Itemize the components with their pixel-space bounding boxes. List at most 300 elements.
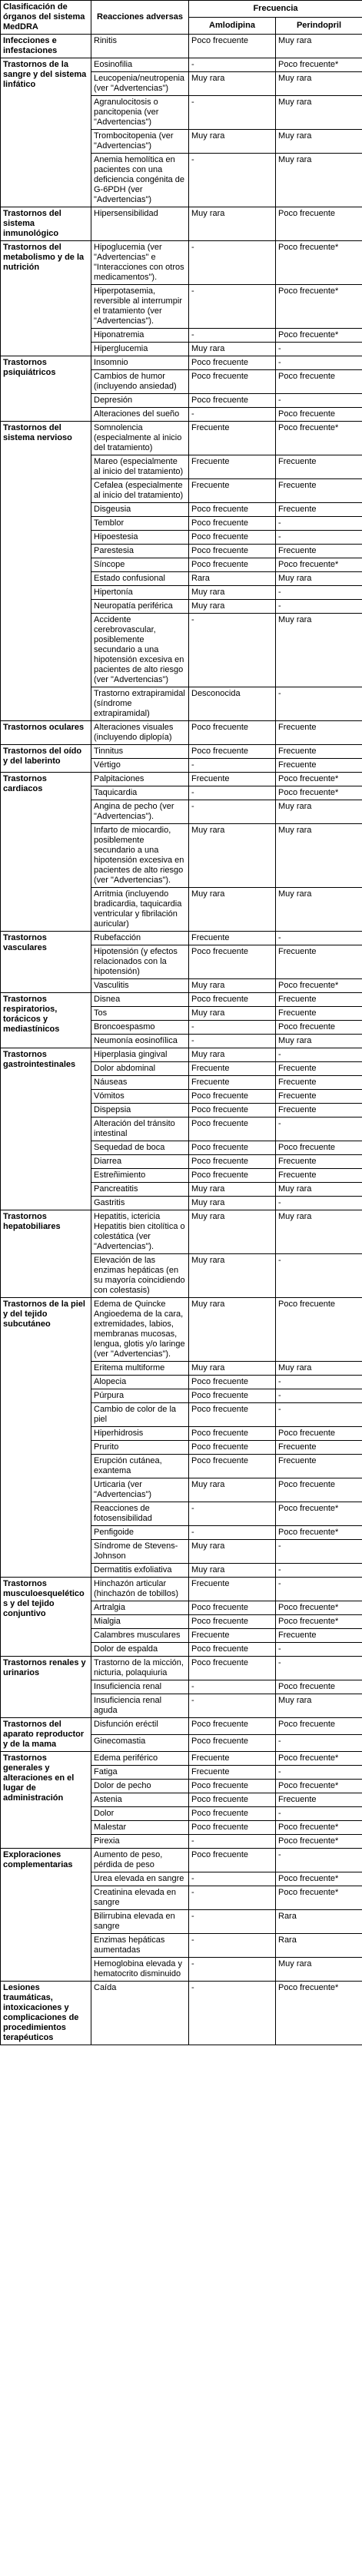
soc-cell: Trastornos del oído y del laberinto [1,745,91,773]
amlodipine-frequency-cell: Muy rara [189,72,276,96]
reaction-cell: Insuficiencia renal [91,1680,189,1694]
perindopril-frequency-cell: Poco frecuente* [276,558,362,572]
reaction-cell: Mareo (especialmente al inicio del tratamiento) [91,455,189,479]
perindopril-frequency-cell: Frecuente [276,479,362,503]
reaction-cell: Agranulocitosis o pancitopenia (ver "Advertencias") [91,96,189,130]
reaction-cell: Náuseas [91,1076,189,1090]
reaction-cell: Elevación de las enzimas hepáticas (en su mayoría coincidiendo con colestasis) [91,1254,189,1298]
soc-cell: Infecciones e infestaciones [1,35,91,58]
table-row [1,773,362,786]
reaction-cell: Arritmia (incluyendo bradicardia, taquicardia ventricular y fibrilación auricular) [91,888,189,932]
perindopril-frequency-cell: - [276,1578,362,1601]
perindopril-frequency-cell: Poco frecuente [276,370,362,394]
amlodipine-frequency-cell: Poco frecuente [189,1389,276,1403]
amlodipine-frequency-cell: Poco frecuente [189,1657,276,1680]
perindopril-frequency-cell: - [276,600,362,614]
perindopril-frequency-cell: Frecuente [276,993,362,1007]
amlodipine-frequency-cell: Poco frecuente [189,394,276,408]
perindopril-frequency-cell: - [276,1540,362,1564]
perindopril-frequency-cell: Frecuente [276,1441,362,1455]
amlodipine-frequency-cell: Frecuente [189,479,276,503]
amlodipine-frequency-cell: - [189,58,276,72]
perindopril-frequency-cell: - [276,1735,362,1752]
reaction-cell: Hipoestesia [91,531,189,545]
perindopril-frequency-cell: Frecuente [276,1007,362,1021]
reaction-cell: Reacciones de fotosensibilidad [91,1502,189,1526]
soc-cell: Trastornos hepatobiliares [1,1210,91,1298]
reaction-cell: Tos [91,1007,189,1021]
amlodipine-frequency-cell: - [189,1526,276,1540]
reaction-cell: Pirexia [91,1835,189,1849]
perindopril-frequency-cell: Muy rara [276,1362,362,1376]
reaction-cell: Mialgia [91,1615,189,1629]
reaction-cell: Vértigo [91,759,189,773]
amlodipine-frequency-cell: Poco frecuente [189,558,276,572]
reaction-cell: Caída [91,1982,189,2045]
perindopril-frequency-cell: Muy rara [276,1694,362,1718]
perindopril-frequency-cell: Muy rara [276,96,362,130]
amlodipine-frequency-cell: Muy rara [189,1564,276,1578]
amlodipine-frequency-cell: Poco frecuente [189,503,276,517]
reaction-cell: Hepatitis, ictericia Hepatitis bien citolítica o colestática (ver "Advertencias"). [91,1210,189,1254]
table-row [1,1048,362,1062]
perindopril-frequency-cell: - [276,1254,362,1298]
perindopril-frequency-cell: Frecuente [276,1455,362,1478]
amlodipine-frequency-cell: Muy rara [189,1210,276,1254]
amlodipine-frequency-cell: Muy rara [189,1362,276,1376]
perindopril-frequency-cell: - [276,1117,362,1141]
reaction-cell: Fatiga [91,1766,189,1780]
amlodipine-frequency-cell: - [189,1835,276,1849]
amlodipine-frequency-cell: Poco frecuente [189,1849,276,1872]
soc-cell: Trastornos musculoesqueléticos y del tejido conjuntivo [1,1578,91,1657]
reaction-cell: Dolor [91,1807,189,1821]
reaction-cell: Aumento de peso, pérdida de peso [91,1849,189,1872]
reaction-cell: Edema periférico [91,1752,189,1766]
amlodipine-frequency-cell: Muy rara [189,343,276,356]
amlodipine-frequency-cell: Poco frecuente [189,370,276,394]
amlodipine-frequency-cell: Muy rara [189,207,276,241]
perindopril-frequency-cell: Poco frecuente* [276,979,362,993]
reaction-cell: Alteración del tránsito intestinal [91,1117,189,1141]
perindopril-frequency-cell: Poco frecuente* [276,773,362,786]
table-row [1,932,362,945]
amlodipine-frequency-cell: - [189,1035,276,1048]
perindopril-frequency-cell: Poco frecuente [276,1298,362,1362]
amlodipine-frequency-cell: Poco frecuente [189,1455,276,1478]
amlodipine-frequency-cell: Rara [189,572,276,586]
soc-cell: Trastornos del sistema inmunológico [1,207,91,241]
amlodipine-frequency-cell: Poco frecuente [189,1090,276,1104]
reaction-cell: Depresión [91,394,189,408]
table-row [1,58,362,72]
amlodipine-frequency-cell: - [189,1886,276,1910]
amlodipine-frequency-cell: - [189,1958,276,1982]
amlodipine-frequency-cell: Poco frecuente [189,545,276,558]
table-row [1,422,362,455]
reaction-cell: Enzimas hepáticas aumentadas [91,1934,189,1958]
amlodipine-frequency-cell: - [189,786,276,800]
perindopril-frequency-cell: Muy rara [276,154,362,207]
reaction-cell: Vómitos [91,1090,189,1104]
perindopril-frequency-cell: - [276,1643,362,1657]
perindopril-frequency-cell: Frecuente [276,1169,362,1183]
perindopril-frequency-cell: Poco frecuente [276,207,362,241]
soc-cell: Exploraciones complementarias [1,1849,91,1982]
reaction-cell: Somnolencia (especialmente al inicio del tratamiento) [91,422,189,455]
reaction-cell: Urticaria (ver "Advertencias") [91,1478,189,1502]
table-row [1,745,362,759]
amlodipine-frequency-cell: Poco frecuente [189,1441,276,1455]
amlodipine-frequency-cell: Poco frecuente [189,745,276,759]
perindopril-frequency-cell: Poco frecuente [276,1680,362,1694]
reaction-cell: Hiperglucemia [91,343,189,356]
reaction-cell: Parestesia [91,545,189,558]
perindopril-frequency-cell: Muy rara [276,72,362,96]
perindopril-frequency-cell: Poco frecuente* [276,329,362,343]
table-row [1,721,362,745]
table-row [1,356,362,370]
amlodipine-frequency-cell: - [189,154,276,207]
reaction-cell: Prurito [91,1441,189,1455]
amlodipine-frequency-cell: Muy rara [189,1048,276,1062]
perindopril-frequency-cell: Poco frecuente [276,1141,362,1155]
amlodipine-frequency-cell: Desconocida [189,687,276,721]
amlodipine-frequency-cell: Muy rara [189,1197,276,1210]
reaction-cell: Rubefacción [91,932,189,945]
amlodipine-frequency-cell: Poco frecuente [189,1104,276,1117]
perindopril-frequency-cell: - [276,517,362,531]
reaction-cell: Hipoglucemia (ver "Advertencias" e "Interacciones con otros medicamentos"). [91,241,189,285]
perindopril-frequency-cell: - [276,356,362,370]
amlodipine-frequency-cell: Frecuente [189,1076,276,1090]
reaction-cell: Insomnio [91,356,189,370]
reaction-cell: Cambio de color de la piel [91,1403,189,1427]
reaction-cell: Ginecomastia [91,1735,189,1752]
perindopril-frequency-cell: Frecuente [276,721,362,745]
reaction-cell: Dolor de espalda [91,1643,189,1657]
reaction-cell: Síncope [91,558,189,572]
reaction-cell: Artralgia [91,1601,189,1615]
perindopril-frequency-cell: - [276,1389,362,1403]
reaction-cell: Sequedad de boca [91,1141,189,1155]
perindopril-frequency-cell: Rara [276,1910,362,1934]
amlodipine-frequency-cell: Poco frecuente [189,1807,276,1821]
soc-cell: Trastornos renales y urinarios [1,1657,91,1718]
amlodipine-frequency-cell: Muy rara [189,1254,276,1298]
perindopril-frequency-cell: Frecuente [276,455,362,479]
perindopril-frequency-cell: Frecuente [276,745,362,759]
reaction-cell: Diarrea [91,1155,189,1169]
reaction-cell: Cefalea (especialmente al inicio del tratamiento) [91,479,189,503]
reaction-cell: Dolor abdominal [91,1062,189,1076]
amlodipine-frequency-cell: Frecuente [189,422,276,455]
amlodipine-frequency-cell: Frecuente [189,1062,276,1076]
amlodipine-frequency-cell: - [189,1910,276,1934]
amlodipine-frequency-cell: Frecuente [189,773,276,786]
amlodipine-frequency-cell: Muy rara [189,1540,276,1564]
amlodipine-frequency-cell: Frecuente [189,1578,276,1601]
table-row [1,1657,362,1680]
amlodipine-frequency-cell: Muy rara [189,600,276,614]
perindopril-frequency-cell: - [276,687,362,721]
soc-cell: Trastornos psiquiátricos [1,356,91,422]
perindopril-frequency-cell: Poco frecuente* [276,1821,362,1835]
perindopril-frequency-cell: Muy rara [276,1210,362,1254]
perindopril-frequency-cell: Frecuente [276,945,362,979]
reaction-cell: Hiperhidrosis [91,1427,189,1441]
amlodipine-frequency-cell: Poco frecuente [189,993,276,1007]
reaction-cell: Alopecia [91,1376,189,1389]
table-row [1,1849,362,1872]
amlodipine-frequency-cell: Poco frecuente [189,1601,276,1615]
reaction-cell: Cambios de humor (incluyendo ansiedad) [91,370,189,394]
perindopril-frequency-cell: - [276,1657,362,1680]
table-body [1,35,362,2045]
reaction-cell: Dolor de pecho [91,1780,189,1793]
perindopril-frequency-cell: Poco frecuente* [276,786,362,800]
soc-cell: Trastornos oculares [1,721,91,745]
perindopril-frequency-cell: Rara [276,1934,362,1958]
reaction-cell: Malestar [91,1821,189,1835]
amlodipine-frequency-cell: - [189,759,276,773]
perindopril-frequency-cell: Poco frecuente [276,1427,362,1441]
table-row [1,1752,362,1766]
amlodipine-frequency-cell: Muy rara [189,1007,276,1021]
amlodipine-frequency-cell: - [189,408,276,422]
perindopril-frequency-cell: - [276,586,362,600]
reaction-cell: Púrpura [91,1389,189,1403]
perindopril-frequency-cell: - [276,1807,362,1821]
reaction-cell: Disnea [91,993,189,1007]
perindopril-frequency-cell: Poco frecuente* [276,285,362,329]
amlodipine-frequency-cell: Poco frecuente [189,1117,276,1141]
reaction-cell: Vasculitis [91,979,189,993]
amlodipine-frequency-cell: Muy rara [189,586,276,600]
perindopril-frequency-cell: - [276,343,362,356]
table-header [1,1,362,35]
amlodipine-frequency-cell: - [189,1934,276,1958]
amlodipine-frequency-cell: Poco frecuente [189,1718,276,1735]
amlodipine-frequency-cell: Poco frecuente [189,1780,276,1793]
reaction-cell: Trastorno extrapiramidal (síndrome extrapiramidal) [91,687,189,721]
perindopril-frequency-cell: - [276,932,362,945]
reaction-cell: Calambres musculares [91,1629,189,1643]
amlodipine-frequency-cell: - [189,329,276,343]
reaction-cell: Tinnitus [91,745,189,759]
perindopril-frequency-cell: Muy rara [276,800,362,824]
perindopril-frequency-cell: - [276,394,362,408]
amlodipine-frequency-cell: Frecuente [189,455,276,479]
amlodipine-frequency-cell: Poco frecuente [189,356,276,370]
soc-cell: Trastornos del aparato reproductor y de la mama [1,1718,91,1752]
reaction-cell: Edema de Quincke Angioedema de la cara, extremidades, labios, membranas mucosas, lengua, glotis y/o laringe (ver "Advertencias"). [91,1298,189,1362]
soc-cell: Trastornos de la piel y del tejido subcutáneo [1,1298,91,1578]
perindopril-frequency-cell: - [276,1766,362,1780]
perindopril-frequency-cell: Frecuente [276,545,362,558]
perindopril-frequency-cell: Poco frecuente* [276,1502,362,1526]
reaction-cell: Hinchazón articular (hinchazón de tobillos) [91,1578,189,1601]
reaction-cell: Hipotensión (y efectos relacionados con la hipotensión) [91,945,189,979]
perindopril-frequency-cell: Muy rara [276,1183,362,1197]
amlodipine-frequency-cell: Poco frecuente [189,1615,276,1629]
amlodipine-frequency-cell: Poco frecuente [189,1793,276,1807]
perindopril-frequency-cell: Poco frecuente* [276,1835,362,1849]
reaction-cell: Estreñimiento [91,1169,189,1183]
reaction-cell: Hiperplasia gingival [91,1048,189,1062]
table-row [1,207,362,241]
amlodipine-frequency-cell: - [189,285,276,329]
reaction-cell: Insuficiencia renal aguda [91,1694,189,1718]
reaction-cell: Hipertonía [91,586,189,600]
amlodipine-frequency-cell: Poco frecuente [189,35,276,58]
soc-cell: Trastornos respiratorios, torácicos y mediastínicos [1,993,91,1048]
perindopril-frequency-cell: Poco frecuente* [276,1780,362,1793]
header-perindopril: Perindopril [276,18,362,35]
perindopril-frequency-cell: Poco frecuente [276,1021,362,1035]
reaction-cell: Infarto de miocardio, posiblemente secundario a una hipotensión excesiva en pacientes de alto riesgo (ver "Advertencias"). [91,824,189,888]
header-soc: Clasificación de órganos del sistema MedDRA [1,1,91,35]
reaction-cell: Disgeusia [91,503,189,517]
reaction-cell: Hemoglobina elevada y hematocrito disminuido [91,1958,189,1982]
table-row [1,1718,362,1735]
amlodipine-frequency-cell: Muy rara [189,979,276,993]
header-row [1,1,362,18]
perindopril-frequency-cell: Poco frecuente* [276,1526,362,1540]
perindopril-frequency-cell: Poco frecuente* [276,1752,362,1766]
reaction-cell: Anemia hemolítica en pacientes con una deficiencia congénita de G-6PDH (ver "Advertencias") [91,154,189,207]
amlodipine-frequency-cell: - [189,1694,276,1718]
soc-cell: Trastornos cardiacos [1,773,91,932]
reaction-cell: Pancreatitis [91,1183,189,1197]
table-row [1,35,362,58]
perindopril-frequency-cell: - [276,1849,362,1872]
perindopril-frequency-cell: Frecuente [276,1076,362,1090]
amlodipine-frequency-cell: Poco frecuente [189,1376,276,1389]
perindopril-frequency-cell: Poco frecuente* [276,1601,362,1615]
table-row [1,993,362,1007]
perindopril-frequency-cell: - [276,1197,362,1210]
amlodipine-frequency-cell: Muy rara [189,1478,276,1502]
perindopril-frequency-cell: Frecuente [276,503,362,517]
amlodipine-frequency-cell: Poco frecuente [189,517,276,531]
reaction-cell: Trastorno de la micción, nicturia, polaquiuria [91,1657,189,1680]
reaction-cell: Urea elevada en sangre [91,1872,189,1886]
reaction-cell: Neumonía eosinofílica [91,1035,189,1048]
soc-cell: Trastornos vasculares [1,932,91,993]
reaction-cell: Hiponatremia [91,329,189,343]
perindopril-frequency-cell: - [276,531,362,545]
perindopril-frequency-cell: Poco frecuente [276,1718,362,1735]
amlodipine-frequency-cell: Frecuente [189,1752,276,1766]
perindopril-frequency-cell: Poco frecuente* [276,58,362,72]
perindopril-frequency-cell: Poco frecuente [276,1478,362,1502]
perindopril-frequency-cell: Muy rara [276,572,362,586]
amlodipine-frequency-cell: Poco frecuente [189,531,276,545]
reaction-cell: Dispepsia [91,1104,189,1117]
soc-cell: Trastornos de la sangre y del sistema linfático [1,58,91,207]
soc-cell: Trastornos generales y alteraciones en el lugar de administración [1,1752,91,1849]
table-row [1,1982,362,2045]
amlodipine-frequency-cell: Muy rara [189,888,276,932]
amlodipine-frequency-cell: Muy rara [189,1183,276,1197]
perindopril-frequency-cell: - [276,1403,362,1427]
amlodipine-frequency-cell: - [189,96,276,130]
perindopril-frequency-cell: Muy rara [276,614,362,687]
perindopril-frequency-cell: Poco frecuente* [276,1886,362,1910]
reaction-cell: Eritema multiforme [91,1362,189,1376]
perindopril-frequency-cell: Frecuente [276,1155,362,1169]
soc-cell: Lesiones traumáticas, intoxicaciones y complicaciones de procedimientos terapéuticos [1,1982,91,2045]
table-row [1,1298,362,1362]
perindopril-frequency-cell: - [276,1376,362,1389]
reaction-cell: Alteraciones visuales (incluyendo diplopía) [91,721,189,745]
perindopril-frequency-cell: Frecuente [276,1104,362,1117]
amlodipine-frequency-cell: Poco frecuente [189,721,276,745]
reaction-cell: Temblor [91,517,189,531]
reaction-cell: Trombocitopenia (ver "Advertencias") [91,130,189,154]
amlodipine-frequency-cell: - [189,241,276,285]
amlodipine-frequency-cell: Muy rara [189,130,276,154]
reaction-cell: Bilirrubina elevada en sangre [91,1910,189,1934]
amlodipine-frequency-cell: Frecuente [189,1629,276,1643]
reaction-cell: Síndrome de Stevens-Johnson [91,1540,189,1564]
reaction-cell: Taquicardia [91,786,189,800]
amlodipine-frequency-cell: Poco frecuente [189,1169,276,1183]
header-reaction: Reacciones adversas [91,1,189,35]
perindopril-frequency-cell: Muy rara [276,888,362,932]
amlodipine-frequency-cell: - [189,614,276,687]
perindopril-frequency-cell: Poco frecuente* [276,1982,362,2045]
amlodipine-frequency-cell: Poco frecuente [189,1141,276,1155]
perindopril-frequency-cell: Frecuente [276,1629,362,1643]
amlodipine-frequency-cell: Frecuente [189,1766,276,1780]
table-row [1,1210,362,1254]
reaction-cell: Penfigoide [91,1526,189,1540]
reaction-cell: Creatinina elevada en sangre [91,1886,189,1910]
perindopril-frequency-cell: Poco frecuente* [276,422,362,455]
amlodipine-frequency-cell: - [189,800,276,824]
amlodipine-frequency-cell: - [189,1021,276,1035]
perindopril-frequency-cell: Poco frecuente* [276,1872,362,1886]
reaction-cell: Rinitis [91,35,189,58]
amlodipine-frequency-cell: - [189,1502,276,1526]
perindopril-frequency-cell: - [276,1048,362,1062]
table-row [1,1578,362,1601]
amlodipine-frequency-cell: - [189,1982,276,2045]
amlodipine-frequency-cell: Poco frecuente [189,1427,276,1441]
header-amlodipine: Amlodipina [189,18,276,35]
perindopril-frequency-cell: Muy rara [276,824,362,888]
reaction-cell: Broncoespasmo [91,1021,189,1035]
table-row [1,241,362,285]
reaction-cell: Angina de pecho (ver "Advertencias"). [91,800,189,824]
reaction-cell: Neuropatía periférica [91,600,189,614]
amlodipine-frequency-cell: Frecuente [189,932,276,945]
header-frequency: Frecuencia [189,1,362,18]
reaction-cell: Palpitaciones [91,773,189,786]
amlodipine-frequency-cell: Muy rara [189,1298,276,1362]
perindopril-frequency-cell: Muy rara [276,130,362,154]
perindopril-frequency-cell: - [276,1564,362,1578]
reaction-cell: Erupción cutánea, exantema [91,1455,189,1478]
reaction-cell: Astenia [91,1793,189,1807]
amlodipine-frequency-cell: Poco frecuente [189,1155,276,1169]
perindopril-frequency-cell: Poco frecuente* [276,1615,362,1629]
soc-cell: Trastornos gastrointestinales [1,1048,91,1210]
reaction-cell: Gastritis [91,1197,189,1210]
reaction-cell: Hiperpotasemia, reversible al interrumpir el tratamiento (ver "Advertencias"). [91,285,189,329]
